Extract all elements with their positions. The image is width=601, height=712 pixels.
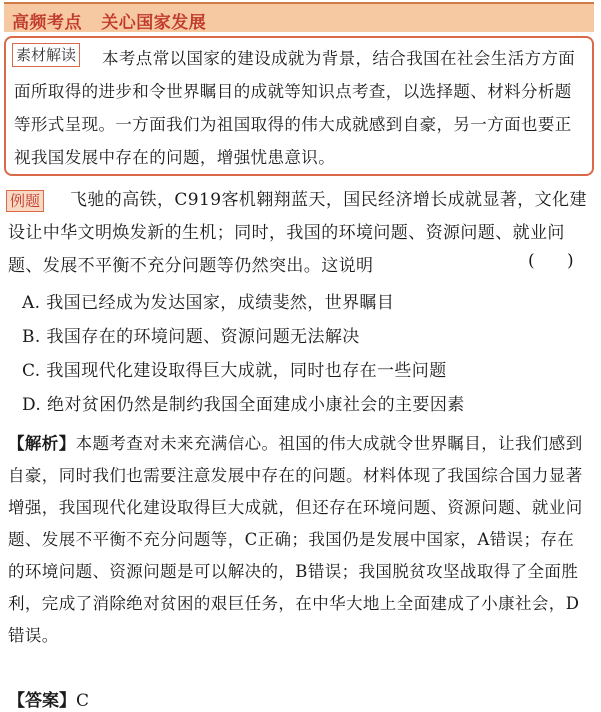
answer-value: C (76, 691, 90, 711)
section-banner (4, 2, 594, 32)
analysis-text: 本题考查对未来充满信心。祖国的伟大成就令世界瞩目，让我们感到自豪，同时我们也需要注意发展中存在的问题。材料体现了我国综合国力显著增强，我国现代化建设取得巨大成就，但还存在环境问题、资源问题、就业问题、发展不平衡不充分问题等，C正确；我国仍是发展中国家，A错误；存在的环境问题、资源问题是可以解决的，B错误；我国脱贫攻坚战取得了全面胜利，完成了消除绝对贫困的艰巨任务，在中华大地上全面建成了小康社会，D错误。 (8, 434, 583, 645)
answer-tag: 【答案】 (8, 691, 76, 711)
example-tag: 例题 (6, 190, 44, 212)
material-tag: 素材解读 (12, 43, 80, 67)
option-b: B. 我国存在的环境问题、资源问题无法解决 (22, 327, 360, 347)
analysis (8, 428, 588, 652)
option-d: D. 绝对贫困仍然是制约我国全面建成小康社会的主要因素 (22, 395, 465, 415)
option-a: A. 我国已经成为发达国家，成绩斐然，世界瞩目 (22, 293, 395, 313)
material-box (4, 36, 594, 176)
example-stem: 飞驰的高铁，C919客机翱翔蓝天，国民经济增长成就显著，文化建设让中华文明焕发新的生机；同时，我国的环境问题、资源问题、就业问题、发展不平衡不充分问题等仍然突出。这说明 (8, 190, 587, 276)
option-c: C. 我国现代化建设取得巨大成就，同时也存在一些问题 (22, 361, 447, 381)
answer-parentheses: ( ) (528, 251, 574, 271)
analysis-tag: 【解析】 (8, 434, 76, 453)
banner-title: 高频考点 关心国家发展 (12, 13, 207, 33)
answer (8, 686, 89, 711)
material-text: 本考点常以国家的建设成就为背景，结合我国在社会生活方方面面所取得的进步和令世界瞩目的成就等知识点考查，以选择题、材料分析题等形式呈现。一方面我们为祖国取得的伟大成就感到自豪，另一方面也要正视我国发展中存在的问题，增强忧患意识。 (14, 49, 576, 167)
